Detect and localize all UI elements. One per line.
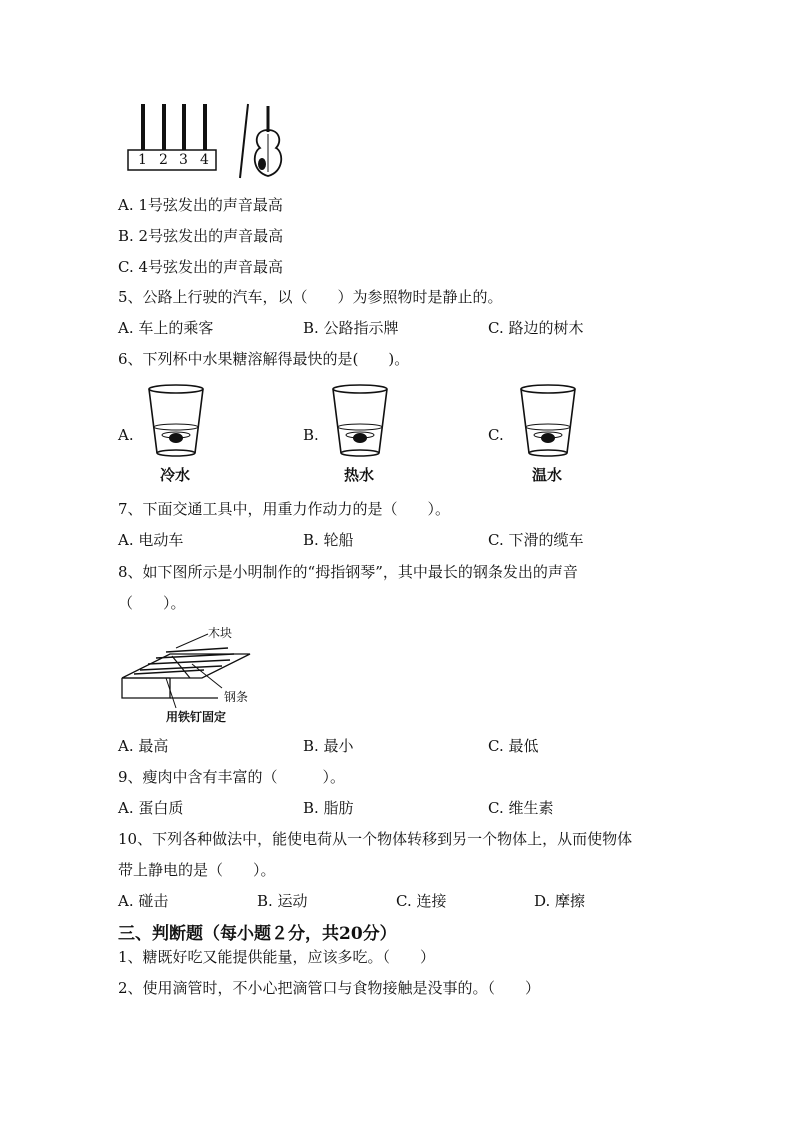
cup-label-warm: 温水 — [532, 466, 563, 484]
q8-stem-line2: （ ）。 — [118, 594, 186, 612]
q4-option-b: B. 2号弦发出的声音最高 — [118, 227, 284, 245]
q7-stem: 7、下面交通工具中，用重力作动力的是（ ）。 — [118, 500, 451, 518]
q9-option-c: C. 维生素 — [488, 799, 554, 817]
section3-item-2: 2、使用滴管时，不小心把滴管口与食物接触是没事的。（ ） — [118, 979, 541, 997]
cup-label-cold: 冷水 — [160, 466, 191, 484]
string-number-4: 4 — [200, 152, 209, 168]
cup-label-hot: 热水 — [344, 466, 375, 484]
string-3 — [182, 104, 186, 150]
label-steel-strip: 钢条 — [224, 690, 249, 704]
q9-option-b: B. 脂肪 — [303, 799, 354, 817]
string-number-3: 3 — [179, 152, 188, 168]
string-number-1: 1 — [138, 152, 147, 168]
string-2 — [162, 104, 166, 150]
q5-option-a: A. 车上的乘客 — [118, 319, 214, 337]
label-iron-nail: 用铁钉固定 — [166, 710, 227, 724]
q6-option-c: C. — [488, 426, 504, 444]
q6-option-b: B. — [303, 426, 319, 444]
q4-option-a: A. 1号弦发出的声音最高 — [118, 196, 283, 214]
q9-option-a: A. 蛋白质 — [118, 799, 184, 817]
q10-option-a: A. 碰击 — [118, 892, 169, 910]
q10-option-d: D. 摩擦 — [534, 892, 586, 910]
q6-stem: 6、下列杯中水果糖溶解得最快的是( )。 — [118, 350, 410, 368]
q5-option-b: B. 公路指示牌 — [303, 319, 399, 337]
violin-figure — [234, 102, 290, 182]
q7-option-c: C. 下滑的缆车 — [488, 531, 584, 549]
q10-stem-line2: 带上静电的是（ ）。 — [118, 861, 276, 879]
section3-item-1: 1、糖既好吃又能提供能量，应该多吃。（ ） — [118, 948, 436, 966]
string-number-2: 2 — [159, 152, 168, 168]
cup-hot-water — [330, 383, 390, 459]
string-1 — [141, 104, 145, 150]
q8-option-a: A. 最高 — [118, 737, 169, 755]
q10-option-b: B. 运动 — [257, 892, 308, 910]
q4-option-c: C. 4号弦发出的声音最高 — [118, 258, 284, 276]
q7-option-b: B. 轮船 — [303, 531, 354, 549]
q8-option-c: C. 最低 — [488, 737, 539, 755]
string-4 — [203, 104, 207, 150]
q6-option-a: A. — [118, 426, 134, 444]
cup-warm-water — [518, 383, 578, 459]
q9-stem: 9、瘦肉中含有丰富的（ ）。 — [118, 768, 346, 786]
q5-option-c: C. 路边的树木 — [488, 319, 584, 337]
q10-stem-line1: 10、下列各种做法中，能使电荷从一个物体转移到另一个物体上，从而使物体 — [118, 830, 633, 848]
q8-stem-line1: 8、如下图所示是小明制作的“拇指钢琴”，其中最长的钢条发出的声音 — [118, 563, 578, 581]
label-wood-block: 木块 — [208, 626, 233, 640]
q10-option-c: C. 连接 — [396, 892, 447, 910]
section3-heading: 三、判断题（每小题２分，共20分） — [118, 924, 397, 944]
q7-option-a: A. 电动车 — [118, 531, 184, 549]
q8-option-b: B. 最小 — [303, 737, 354, 755]
cup-cold-water — [146, 383, 206, 459]
q5-stem: 5、公路上行驶的汽车，以（ ）为参照物时是静止的。 — [118, 288, 503, 306]
